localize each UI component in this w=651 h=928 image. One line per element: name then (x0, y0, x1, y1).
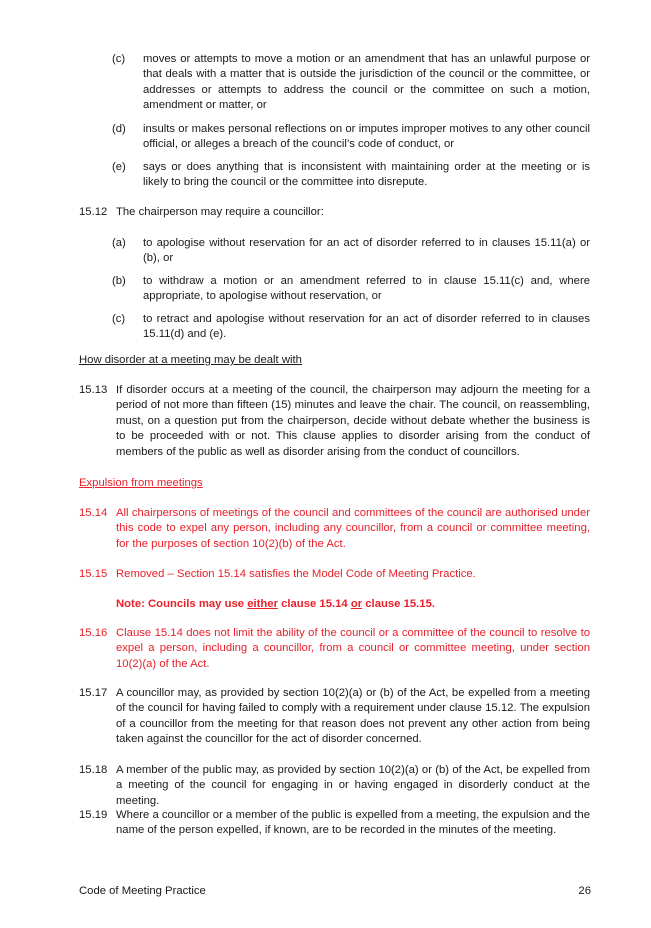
item-label: (d) (112, 123, 126, 135)
clause-text: Removed – Section 15.14 satisfies the Model Code of Meeting Practice. (116, 568, 476, 580)
footer-title: Code of Meeting Practice (79, 885, 206, 897)
item-text: says or does anything that is inconsistent with maintaining order at the meeting or is likely to bring the council or the committee into disrepute. (143, 161, 590, 189)
clause-number: 15.12 (79, 206, 108, 218)
item-text: to apologise without reservation for an act of disorder referred to in clauses 15.11(a) or (b), or (143, 237, 590, 265)
item-text: to withdraw a motion or an amendment referred to in clause 15.11(c) and, where appropriate, to apologise without reservation, or (143, 275, 590, 303)
clause-text: All chairpersons of meetings of the council and committees of the council are authorised under this code to expel any person, including any councillor, from a council or committee meeting, for the purposes of section 10(2)(b) of the Act. (116, 507, 590, 550)
note-or: or (350, 598, 363, 610)
note-either: either (247, 598, 278, 610)
clause-text: Where a councillor or a member of the public is expelled from a meeting, the expulsion and the name of the person expelled, if known, are to be recorded in the minutes of the meeting. (116, 809, 590, 837)
note-middle: clause 15.14 (277, 598, 351, 610)
page-number: 26 (578, 885, 591, 897)
clause-text: A councillor may, as provided by section 10(2)(a) or (b) of the Act, be expelled from a meeting of the council for having failed to comply with a requirement under clause 15.12. The expulsion of a councillor from the meeting for that reason does not prevent any other action from being taken against the councillor for the act of disorder concerned. (116, 687, 590, 746)
clause-text: The chairperson may require a councillor: (116, 206, 324, 218)
clause-number: 15.15 (79, 568, 108, 580)
item-text: insults or makes personal reflections on or imputes improper motives to any other council official, or alleges a breach of the council’s code of conduct, or (143, 123, 590, 151)
clause-number: 15.19 (79, 809, 108, 821)
note-prefix: Note: Councils may use (116, 598, 248, 610)
item-label: (c) (112, 313, 126, 325)
clause-number: 15.17 (79, 687, 108, 699)
clause-text: If disorder occurs at a meeting of the council, the chairperson may adjourn the meeting for a period of not more than fifteen (15) minutes and leave the chair. The council, on reassembling, must, on a question put from the chairperson, decide without debate whether the business is to be proceeded with or not. This clause applies to disorder arising from the conduct of members of the public as well as disorder arising from the conduct of councillors. (116, 384, 590, 458)
clause-number: 15.14 (79, 507, 108, 519)
clause-number: 15.18 (79, 764, 108, 776)
item-label: (e) (112, 161, 126, 173)
clause-number: 15.13 (79, 384, 108, 396)
item-text: to retract and apologise without reservation for an act of disorder referred to in clauses 15.11(d) and (e). (143, 313, 590, 341)
clause-text: A member of the public may, as provided by section 10(2)(a) or (b) of the Act, be expelled from a meeting of the council for engaging in or having engaged in disorderly conduct at the meeting. (116, 764, 590, 807)
item-label: (b) (112, 275, 126, 287)
item-text: moves or attempts to move a motion or an amendment that has an unlawful purpose or that deals with a matter that is outside the jurisdiction of the council or the committee, or addresses or attempts to address the council or the committee on such a motion, amendment or matter, or (143, 53, 590, 112)
item-label: (a) (112, 237, 126, 249)
section-heading-disorder: How disorder at a meeting may be dealt with (79, 354, 302, 366)
note-suffix: clause 15.15. (362, 598, 435, 610)
section-heading-expulsion: Expulsion from meetings (79, 477, 203, 489)
note (116, 597, 435, 612)
item-label: (c) (112, 53, 126, 65)
clause-text: Clause 15.14 does not limit the ability of the council or a committee of the council to resolve to expel a person, including a councillor, from a council or committee meeting, under section 10(2)(a) of the Act. (116, 627, 590, 670)
clause-number: 15.16 (79, 627, 108, 639)
